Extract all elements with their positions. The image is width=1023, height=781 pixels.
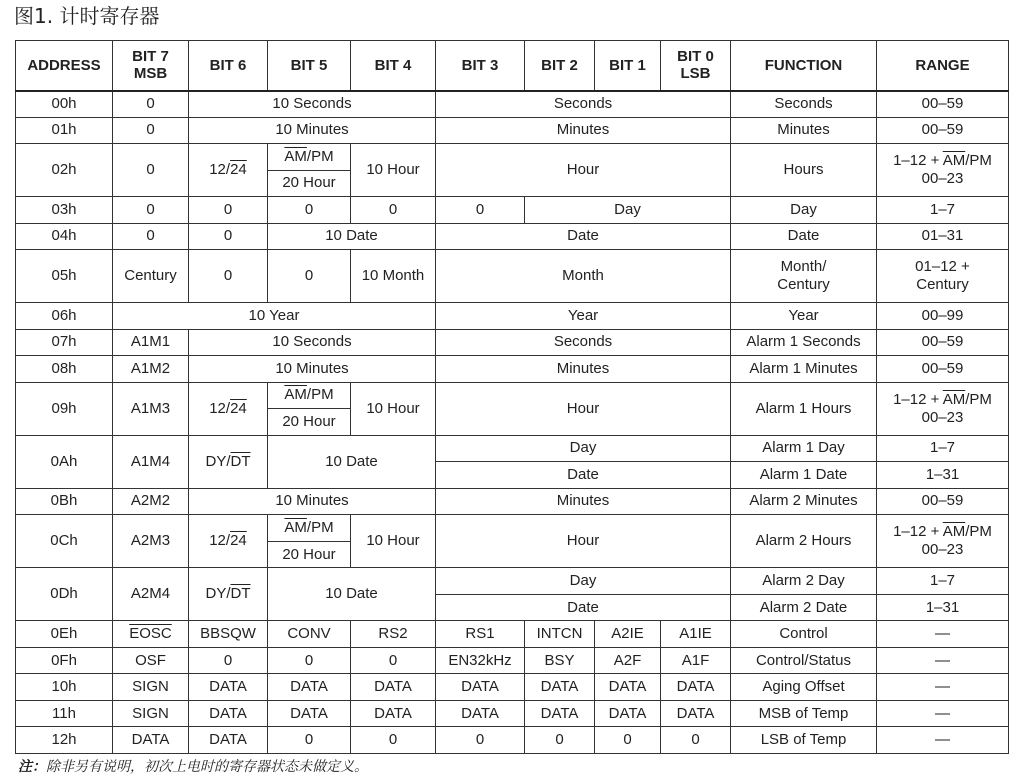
bit1-cell: A2F xyxy=(595,647,661,674)
bit1-cell: DATA xyxy=(595,700,661,727)
bit3-cell: RS1 xyxy=(436,621,525,648)
bit1-cell: DATA xyxy=(595,674,661,701)
address-cell: 0Ch xyxy=(16,515,113,568)
range-cell: — xyxy=(877,674,1009,701)
bit3-cell: 0 xyxy=(436,727,525,754)
bit6-12-text: 12/ xyxy=(209,399,231,417)
table-row-11h xyxy=(16,700,1009,727)
range-pm-text: /PM xyxy=(965,152,992,170)
bit6-12-24-cell xyxy=(189,515,268,568)
range-cell: 1–7 xyxy=(877,197,1009,224)
bit5-20-hour-cell: 20 Hour xyxy=(268,170,351,197)
col-header-range: RANGE xyxy=(877,41,1009,91)
bit6-12-text: 12/ xyxy=(209,532,231,550)
bit5-am-pm-cell xyxy=(268,382,351,409)
bit6-cell: 0 xyxy=(189,223,268,250)
bit1-cell: 0 xyxy=(595,727,661,754)
units-field-cell: Year xyxy=(436,303,731,330)
range-12h-prefix: 1–12 + xyxy=(893,152,943,170)
bit5-cell: DATA xyxy=(268,700,351,727)
bit4-cell: DATA xyxy=(351,700,436,727)
bit6-cell: 0 xyxy=(189,197,268,224)
table-row-0eh xyxy=(16,621,1009,648)
function-cell: Alarm 1 Minutes xyxy=(731,356,877,383)
bit2-cell: INTCN xyxy=(525,621,595,648)
function-cell: Hours xyxy=(731,144,877,197)
am-overlined-text: $\overline{AM}$ xyxy=(284,147,307,165)
bit7-cell: DATA xyxy=(113,727,189,754)
table-row-0ch-top xyxy=(16,515,1009,542)
bit7-cell: OSF xyxy=(113,647,189,674)
bit7-cell: A2M2 xyxy=(113,488,189,515)
bit4-10-hour-cell: 10 Hour xyxy=(351,144,436,197)
range-cell: — xyxy=(877,621,1009,648)
function-cell xyxy=(731,250,877,303)
bit3-cell: 0 xyxy=(436,197,525,224)
range-cell xyxy=(877,250,1009,303)
range-cell: — xyxy=(877,647,1009,674)
range-cell: 00–59 xyxy=(877,91,1009,118)
units-field-cell: Hour xyxy=(436,515,731,568)
bit5-20-hour-cell: 20 Hour xyxy=(268,409,351,436)
range-cell: — xyxy=(877,700,1009,727)
bit4-cell: 10 Month xyxy=(351,250,436,303)
msb-label: MSB xyxy=(133,65,168,83)
table-row-05h xyxy=(16,250,1009,303)
range-cell: 00–59 xyxy=(877,356,1009,383)
col-header-bit0 xyxy=(661,41,731,91)
function-cell: Control xyxy=(731,621,877,648)
range-date-cell: 1–31 xyxy=(877,462,1009,489)
bit7-cell: A1M4 xyxy=(113,435,189,488)
bit7-cell: 0 xyxy=(113,144,189,197)
table-row-09h-top xyxy=(16,382,1009,409)
bit6-12-text: 12/ xyxy=(209,161,231,179)
range-cell: 00–59 xyxy=(877,488,1009,515)
units-date-cell: Date xyxy=(436,594,731,621)
units-field-cell: Seconds xyxy=(436,329,731,356)
units-field-cell: Hour xyxy=(436,382,731,435)
tens-field-cell: 10 Minutes xyxy=(189,488,436,515)
bit5-cell: 0 xyxy=(268,250,351,303)
table-row-01h xyxy=(16,117,1009,144)
function-cell: MSB of Temp xyxy=(731,700,877,727)
bit5-am-pm-cell xyxy=(268,515,351,542)
range-day-cell: 1–7 xyxy=(877,435,1009,462)
range-24h-text: 00–23 xyxy=(921,541,964,559)
range-cell: — xyxy=(877,727,1009,754)
function-cell: Alarm 1 Seconds xyxy=(731,329,877,356)
pm-text: /PM xyxy=(306,147,334,165)
units-field-cell: Minutes xyxy=(436,117,731,144)
am-overlined-text: $\overline{AM}$ xyxy=(284,386,307,404)
footnote-text: 除非另有说明，初次上电时的寄存器状态未做定义。 xyxy=(46,759,368,775)
col-header-bit1: BIT 1 xyxy=(595,41,661,91)
address-cell: 11h xyxy=(16,700,113,727)
units-field-cell: Minutes xyxy=(436,488,731,515)
bit7-cell: 0 xyxy=(113,223,189,250)
bit6-24-overlined-text: 24 xyxy=(230,161,247,179)
bit1-cell: A2IE xyxy=(595,621,661,648)
bit4-10-hour-cell: 10 Hour xyxy=(351,382,436,435)
range-12h-prefix: 1–12 + xyxy=(893,390,943,408)
range-day-cell: 1–7 xyxy=(877,568,1009,595)
address-cell: 01h xyxy=(16,117,113,144)
address-cell: 06h xyxy=(16,303,113,330)
bit6-cell: 0 xyxy=(189,647,268,674)
address-cell: 02h xyxy=(16,144,113,197)
table-row-02h-top xyxy=(16,144,1009,171)
range-am-overlined: $\overline{AM}$ xyxy=(942,390,966,408)
units-day-cell: Day xyxy=(436,435,731,462)
function-cell: Alarm 2 Hours xyxy=(731,515,877,568)
tens-field-cell: 10 Year xyxy=(113,303,436,330)
bit4-cell: 0 xyxy=(351,197,436,224)
range-cell: 00–59 xyxy=(877,117,1009,144)
tens-field-cell: 10 Minutes xyxy=(189,117,436,144)
table-row-10h xyxy=(16,674,1009,701)
function-date-cell: Alarm 2 Date xyxy=(731,594,877,621)
tens-field-cell: 10 Date xyxy=(268,568,436,621)
address-cell: 04h xyxy=(16,223,113,250)
table-row-0dh-top xyxy=(16,568,1009,595)
function-cell: Day xyxy=(731,197,877,224)
bit0-cell: 0 xyxy=(661,727,731,754)
bit7-cell: A2M3 xyxy=(113,515,189,568)
units-field-cell: Date xyxy=(436,223,731,250)
bit7-cell: Century xyxy=(113,250,189,303)
col-header-function: FUNCTION xyxy=(731,41,877,91)
address-cell: 0Dh xyxy=(16,568,113,621)
bit0-cell: A1IE xyxy=(661,621,731,648)
bit7-cell xyxy=(113,621,189,648)
units-day-cell: Day xyxy=(436,568,731,595)
bit0-cell: DATA xyxy=(661,674,731,701)
table-row-12h xyxy=(16,727,1009,754)
range-date-cell: 1–31 xyxy=(877,594,1009,621)
bit7-cell: 0 xyxy=(113,117,189,144)
range-am-overlined: $\overline{AM}$ xyxy=(942,523,966,541)
function-cell: Seconds xyxy=(731,91,877,118)
footnote xyxy=(18,757,368,777)
bit4-cell: 0 xyxy=(351,647,436,674)
bit5-am-pm-cell xyxy=(268,144,351,171)
address-cell: 03h xyxy=(16,197,113,224)
bit4-cell: DATA xyxy=(351,674,436,701)
header-row xyxy=(16,41,1009,91)
bit2-cell: DATA xyxy=(525,674,595,701)
range-cell xyxy=(877,515,1009,568)
dt-overlined-text: $\overline{DT}$ xyxy=(230,452,251,470)
bit3-cell: DATA xyxy=(436,674,525,701)
bit4-10-hour-cell: 10 Hour xyxy=(351,515,436,568)
range-pm-text: /PM xyxy=(965,523,992,541)
table-row-06h xyxy=(16,303,1009,330)
function-cell: Alarm 2 Minutes xyxy=(731,488,877,515)
address-cell: 0Eh xyxy=(16,621,113,648)
col-header-address: ADDRESS xyxy=(16,41,113,91)
bit7-cell: SIGN xyxy=(113,700,189,727)
range-cell: 00–99 xyxy=(877,303,1009,330)
function-cell: Year xyxy=(731,303,877,330)
col-header-bit6: BIT 6 xyxy=(189,41,268,91)
units-field-cell: Day xyxy=(525,197,731,224)
range-am-overlined: $\overline{AM}$ xyxy=(942,152,966,170)
bit5-20-hour-cell: 20 Hour xyxy=(268,541,351,568)
range-cell xyxy=(877,144,1009,197)
col-header-bit7 xyxy=(113,41,189,91)
pm-text: /PM xyxy=(306,386,334,404)
eosc-overlined-text: EOSC xyxy=(129,625,172,643)
address-cell: 08h xyxy=(16,356,113,383)
col-header-bit2: BIT 2 xyxy=(525,41,595,91)
function-cell: LSB of Temp xyxy=(731,727,877,754)
range-12h-prefix: 1–12 + xyxy=(893,523,943,541)
bit4-cell: 0 xyxy=(351,727,436,754)
range-line2: Century xyxy=(916,276,969,294)
tens-field-cell: 10 Date xyxy=(268,223,436,250)
table-row-0fh xyxy=(16,647,1009,674)
function-line1: Month/ xyxy=(780,258,827,276)
address-cell: 09h xyxy=(16,382,113,435)
address-cell: 07h xyxy=(16,329,113,356)
col-header-bit3: BIT 3 xyxy=(436,41,525,91)
bit5-cell: CONV xyxy=(268,621,351,648)
bit5-cell: 0 xyxy=(268,647,351,674)
range-cell: 01–31 xyxy=(877,223,1009,250)
bit6-12-24-cell xyxy=(189,382,268,435)
address-cell: 0Bh xyxy=(16,488,113,515)
bit5-cell: 0 xyxy=(268,727,351,754)
timekeeping-register-table xyxy=(15,40,1009,754)
col-header-bit5: BIT 5 xyxy=(268,41,351,91)
range-24h-text: 00–23 xyxy=(921,170,964,188)
bit3-cell: DATA xyxy=(436,700,525,727)
bit3-cell: EN32kHz xyxy=(436,647,525,674)
table-row-03h xyxy=(16,197,1009,224)
range-line1: 01–12 + xyxy=(915,258,970,276)
bit6-24-overlined-text: 24 xyxy=(230,532,247,550)
bit7-label: BIT 7 xyxy=(132,48,169,66)
table-row-04h xyxy=(16,223,1009,250)
range-cell: 00–59 xyxy=(877,329,1009,356)
bit6-cell: DATA xyxy=(189,727,268,754)
dy-text: DY/ xyxy=(205,585,231,603)
bit7-cell: A1M1 xyxy=(113,329,189,356)
bit0-label: BIT 0 xyxy=(677,48,714,66)
bit0-cell: DATA xyxy=(661,700,731,727)
units-field-cell: Seconds xyxy=(436,91,731,118)
col-header-bit4: BIT 4 xyxy=(351,41,436,91)
function-day-cell: Alarm 1 Day xyxy=(731,435,877,462)
lsb-label: LSB xyxy=(680,65,711,83)
bit7-cell: A2M4 xyxy=(113,568,189,621)
units-field-cell: Month xyxy=(436,250,731,303)
range-pm-text: /PM xyxy=(965,390,992,408)
function-cell: Aging Offset xyxy=(731,674,877,701)
units-field-cell: Minutes xyxy=(436,356,731,383)
range-cell xyxy=(877,382,1009,435)
address-cell: 0Fh xyxy=(16,647,113,674)
function-cell: Minutes xyxy=(731,117,877,144)
bit7-cell: 0 xyxy=(113,197,189,224)
range-24h-text: 00–23 xyxy=(921,408,964,426)
bit6-24-overlined-text: 24 xyxy=(230,399,247,417)
function-cell: Date xyxy=(731,223,877,250)
bit5-cell: 0 xyxy=(268,197,351,224)
function-cell: Alarm 1 Hours xyxy=(731,382,877,435)
am-overlined-text: $\overline{AM}$ xyxy=(284,519,307,536)
bit6-12-24-cell xyxy=(189,144,268,197)
tens-field-cell: 10 Date xyxy=(268,435,436,488)
bit6-cell: DATA xyxy=(189,700,268,727)
bit7-cell: SIGN xyxy=(113,674,189,701)
bit7-cell: A1M3 xyxy=(113,382,189,435)
bit2-cell: 0 xyxy=(525,727,595,754)
address-cell: 05h xyxy=(16,250,113,303)
bit6-cell: DATA xyxy=(189,674,268,701)
address-cell: 00h xyxy=(16,91,113,118)
units-date-cell: Date xyxy=(436,462,731,489)
tens-field-cell: 10 Seconds xyxy=(189,329,436,356)
bit0-cell: A1F xyxy=(661,647,731,674)
address-cell: 10h xyxy=(16,674,113,701)
bit7-cell: 0 xyxy=(113,91,189,118)
bit2-cell: DATA xyxy=(525,700,595,727)
pm-text: /PM xyxy=(306,519,334,536)
bit5-cell: DATA xyxy=(268,674,351,701)
address-cell: 0Ah xyxy=(16,435,113,488)
bit2-cell: BSY xyxy=(525,647,595,674)
table-row-07h xyxy=(16,329,1009,356)
figure-title: 图1. 计时寄存器 xyxy=(14,4,160,28)
footnote-label: 注： xyxy=(18,759,46,775)
bit7-cell: A1M2 xyxy=(113,356,189,383)
table-row-0ah-top xyxy=(16,435,1009,462)
bit6-cell: BBSQW xyxy=(189,621,268,648)
tens-field-cell: 10 Minutes xyxy=(189,356,436,383)
bit6-cell: 0 xyxy=(189,250,268,303)
table-row-0bh xyxy=(16,488,1009,515)
bit6-dy-dt-cell xyxy=(189,435,268,488)
table-row-08h xyxy=(16,356,1009,383)
dt-overlined-text: $\overline{DT}$ xyxy=(230,585,251,603)
units-field-cell: Hour xyxy=(436,144,731,197)
function-date-cell: Alarm 1 Date xyxy=(731,462,877,489)
tens-field-cell: 10 Seconds xyxy=(189,91,436,118)
function-cell: Control/Status xyxy=(731,647,877,674)
function-day-cell: Alarm 2 Day xyxy=(731,568,877,595)
bit4-cell: RS2 xyxy=(351,621,436,648)
table-row-00h xyxy=(16,91,1009,118)
dy-text: DY/ xyxy=(205,452,231,470)
bit6-dy-dt-cell xyxy=(189,568,268,621)
address-cell: 12h xyxy=(16,727,113,754)
function-line2: Century xyxy=(777,276,830,294)
